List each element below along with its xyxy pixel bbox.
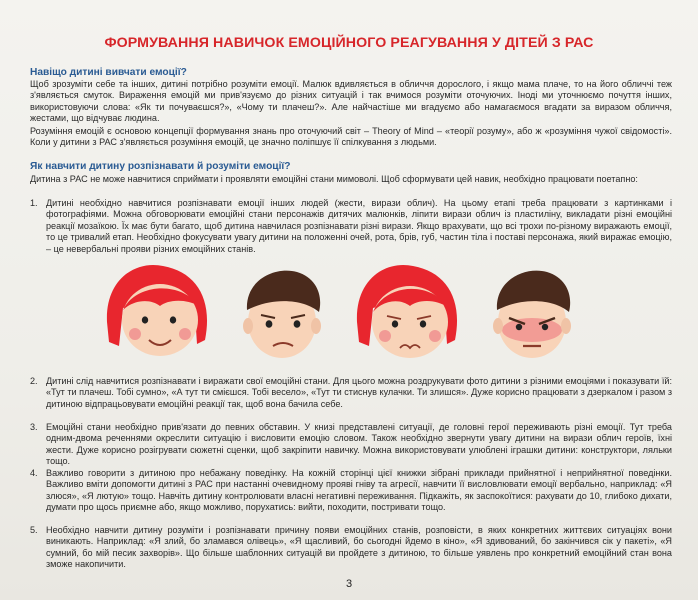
section1-heading: Навіщо дитині вивчати емоції? <box>30 67 187 78</box>
emotion-faces-illustration <box>105 262 585 366</box>
section2-heading: Як навчити дитину розпізнавати й розуміти емоції? <box>30 161 291 172</box>
list-item-text: Необхідно навчити дитину розуміти і розпізнавати причину появи емоційних станів, розповісти, в яких конкретних життєвих ситуаціях вони виникають. Наприклад: «Я злий, бо зламався олівець», «Я щасливий, бо сьогодні йдемо в кіно», «Я здивований, бо закінчився сік у пакеті», «Я сумний, бо мій песик захворів». Що більше шаблонних ситуацій ви пройдете з дитиною, то більше уявлень про конкретний емоційний стан вона зможе накопичити. <box>46 525 672 570</box>
section1-paragraph1: Щоб зрозуміти себе та інших, дитині потрібно розуміти емоції. Малюк вдивляється в обличчя дорослого, і якщо мама плаче, то на його обличчі теж з'являється смуток. Вираження емоцій ми прив'язуємо до різних ситуацій і так вчимося розуміти оточуючих. Іноді ми уточнюємо почуття інших, використовуючи слова: «Як ти почуваєшся?», «Чому ти плачеш?». Але найчастіше ми вгадуємо або намагаємося вгадати за виразом обличчя, жестами, що відчуває людина. <box>30 79 672 124</box>
list-item <box>30 198 672 255</box>
list-item-text: Важливо говорити з дитиною про небажану поведінку. На кожній сторінці цієї книжки зібрані приклади прийнятної і неприйнятної поведінки. Важливо вміти допомогти дитині з РАС при настанні очевидному прояві гніву та агресії, навчити її висловлювати емоції вербально, наприклад: «Я злюся», «Я лютую» тощо. Навчіть дитину контролювати власні негативні переживання. Підкажіть, як заспокоїтися: рахувати до 10, глибоко дихати, думати про щось приємне або, якщо можливо, порухатись: вийти, походити, постривати тощо. <box>46 468 672 513</box>
girl-happy-face <box>107 265 207 356</box>
list-item-text: Дитині слід навчитися розпізнавати і виражати свої емоційні стани. Для цього можна роздрукувати фото дитини з різними емоціями і показувати їй: «Тут ти плачеш. Тобі сумно», «А тут ти смієшся. Тобі весело», «Тут ти стиснув кулачки. Ти злишся». Дуже корисно працювати з дзеркалом і разом з дитиною відпрацьовувати емоційні реакції так, щоб вона бачила себе. <box>46 376 672 409</box>
list-item-number: 5. <box>30 525 38 535</box>
list-item <box>30 422 672 468</box>
list-item <box>30 376 672 410</box>
list-item-text: Дитині необхідно навчитися розпізнавати емоції інших людей (жести, вирази облич). На цьому етапі треба працювати з картинками і фотографіями. Можна обговорювати емоційні стани персонажів дитячих малюнків, ліпити вирази облич із пластиліну, викладати різні емоційні реакції мозаїкою. Їх має бути багато, щоб дитина навчилася розпізнавати різні вирази. Якщо врахувати, що всі трохи по-різному виражають емоції, то це тривалий етап. Необхідно фокусувати увагу дитини на положенні очей, рота, брів, губ, частин тіла і поставі персонажа, який виражає емоцію, – це невербальні прояви різних емоційних станів. <box>46 198 672 254</box>
section2-intro: Дитина з РАС не може навчитися сприймати і проявляти емоційні стани мимоволі. Щоб сформувати цей навик, необхідно працювати поетапно: <box>30 174 638 184</box>
list-item-number: 2. <box>30 376 38 386</box>
list-item <box>30 525 672 571</box>
page-number: 3 <box>345 578 353 590</box>
list-item <box>30 468 672 514</box>
page-title: ФОРМУВАННЯ НАВИЧОК ЕМОЦІЙНОГО РЕАГУВАННЯ У ДІТЕЙ З РАС <box>104 35 594 51</box>
section1-paragraph2: Розуміння емоцій є основою концепції формування знань про оточуючий світ – Theory of Mind – «теорії розуму», або ж «розуміння чужої свідомості». Коли у дитини з РАС з'являється розуміння емоцій, це значно поліпшує її спілкування з людьми. <box>30 126 672 148</box>
girl-upset-face <box>357 265 457 358</box>
list-item-number: 3. <box>30 422 38 432</box>
list-item-number: 4. <box>30 468 38 478</box>
list-item-number: 1. <box>30 198 38 208</box>
boy-angry-face <box>493 271 571 358</box>
boy-sad-face <box>243 271 321 358</box>
list-item-text: Емоційні стани необхідно прив'язати до певних обставин. У книзі представлені ситуації, де головні герої переживають різні емоції. Тут треба одним-двома реченнями окреслити ситуацію і висловити емоцію словом. Також необхідно звернути увагу дитини на вирази облич героїв, їхні жести. Дуже корисно розігрувати сюжетні сценки, щоб закріпити навичку. Можна використовувати улюблені іграшки дитини: конструктори, ляльки тощо. <box>46 422 672 467</box>
